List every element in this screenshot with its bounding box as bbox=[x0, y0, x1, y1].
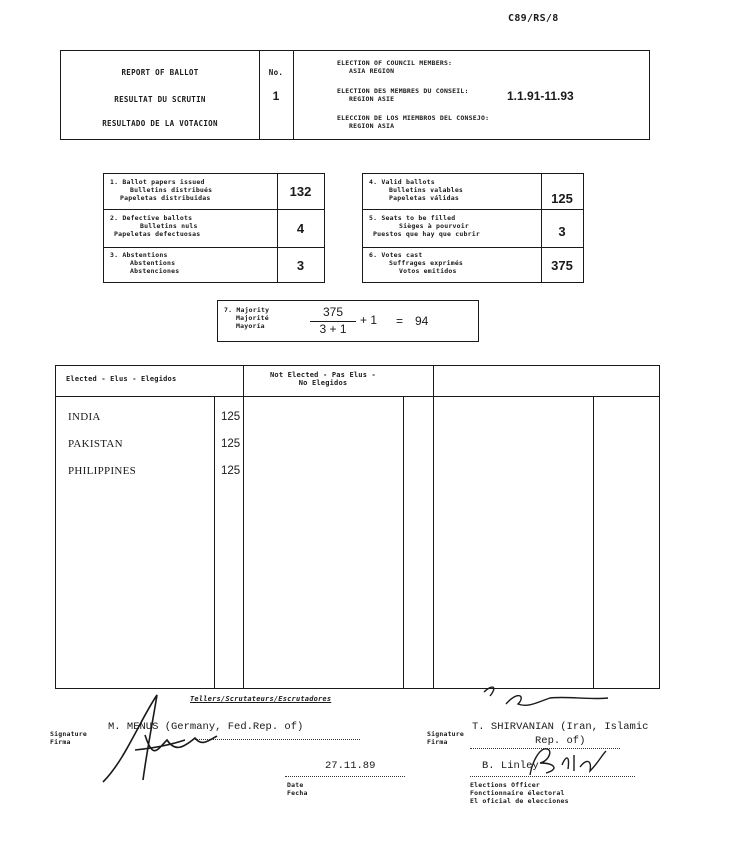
stat-abstentions: 3. Abstentions Abstentions Abstenciones bbox=[110, 251, 180, 275]
election-fr-line1: ELECTION DES MEMBRES DU CONSEIL: bbox=[337, 87, 469, 95]
stat-seats-to-fill: 5. Seats to be filled Sièges à pourvoir Puestos que hay que cubrir bbox=[369, 214, 480, 238]
elected-header: Elected - Elus - Elegidos bbox=[66, 375, 177, 383]
teller2-signature-label: Signature Firma bbox=[427, 730, 465, 746]
election-es-line2: REGION ASIA bbox=[349, 122, 395, 130]
teller2-name: T. SHIRVANIAN (Iran, Islamic bbox=[472, 721, 649, 733]
title-es: RESULTADO DE LA VOTACION bbox=[102, 119, 218, 128]
officer-name: B. Linley bbox=[482, 760, 539, 772]
majority-denominator: 3 + 1 bbox=[319, 322, 347, 336]
stat-valid-ballots-value: 125 bbox=[551, 191, 573, 206]
elected-country-name: PAKISTAN bbox=[68, 438, 123, 450]
majority-result: 94 bbox=[415, 314, 429, 328]
stat-defective-ballots-value: 4 bbox=[296, 221, 305, 236]
tellers-label: Tellers/Scrutateurs/Escrutadores bbox=[190, 695, 332, 703]
stat-ballots-issued-value: 132 bbox=[289, 184, 312, 199]
stats-left-box bbox=[103, 173, 325, 283]
stat-votes-cast-value: 375 bbox=[551, 258, 573, 273]
stat-ballots-issued: 1. Ballot papers issued Bulletins distribués Papeletas distribuidas bbox=[110, 178, 213, 202]
majority-plus-one: + 1 bbox=[360, 313, 378, 327]
election-en-line1: ELECTION OF COUNCIL MEMBERS: bbox=[337, 59, 453, 67]
stat-seats-to-fill-value: 3 bbox=[558, 224, 566, 239]
teller1-signature bbox=[95, 690, 235, 790]
elected-country-name: INDIA bbox=[68, 411, 101, 423]
number-label: No. bbox=[268, 68, 284, 77]
teller1-name: M. MENUS (Germany, Fed.Rep. of) bbox=[108, 721, 304, 733]
elected-country-name: PHILIPPINES bbox=[68, 465, 137, 477]
stats-right-box bbox=[362, 173, 584, 283]
results-table bbox=[55, 365, 660, 689]
teller2-signature bbox=[478, 682, 628, 722]
election-period: 1.1.91-11.93 bbox=[507, 89, 574, 103]
majority-equals: = bbox=[396, 314, 404, 328]
elected-country-votes: 125 bbox=[221, 465, 241, 477]
officer-title: Elections Officer Fonctionnaire électoral El oficial de elecciones bbox=[470, 781, 569, 805]
date-line bbox=[285, 776, 405, 777]
election-fr-line2: REGION ASIE bbox=[349, 95, 395, 103]
report-header-box bbox=[60, 50, 650, 140]
majority-numerator: 375 bbox=[322, 305, 344, 319]
stat-abstentions-value: 3 bbox=[296, 258, 305, 273]
ballot-number: 1 bbox=[272, 89, 280, 103]
not-elected-header: Not Elected - Pas Elus - No Elegidos bbox=[270, 371, 376, 387]
stat-votes-cast: 6. Votes cast Suffrages exprimés Votos emitidos bbox=[369, 251, 464, 275]
title-en: REPORT OF BALLOT bbox=[121, 68, 199, 77]
date-value: 27.11.89 bbox=[325, 760, 376, 772]
election-es-line1: ELECCION DE LOS MIEMBROS DEL CONSEJO: bbox=[337, 114, 490, 122]
majority-box bbox=[217, 300, 479, 342]
teller1-signature-label: Signature Firma bbox=[50, 730, 88, 746]
elected-country-votes: 125 bbox=[221, 438, 241, 450]
officer-signature bbox=[510, 745, 610, 780]
elected-country-votes: 125 bbox=[221, 411, 241, 423]
teller2-country: Rep. of) bbox=[535, 735, 586, 747]
stat-valid-ballots: 4. Valid ballots Bulletins valables Papeletas válidas bbox=[369, 178, 464, 202]
date-label: Date Fecha bbox=[287, 781, 308, 797]
officer-line bbox=[470, 776, 635, 777]
election-en-line2: ASIA REGION bbox=[349, 67, 395, 75]
title-fr: RESULTAT DU SCRUTIN bbox=[114, 95, 206, 104]
stat-defective-ballots: 2. Defective ballots Bulletins nuls Papeletas defectuosas bbox=[110, 214, 201, 238]
majority-label: 7. Majority Majorité Mayoría bbox=[224, 306, 270, 330]
document-reference: C89/RS/8 bbox=[508, 13, 559, 24]
